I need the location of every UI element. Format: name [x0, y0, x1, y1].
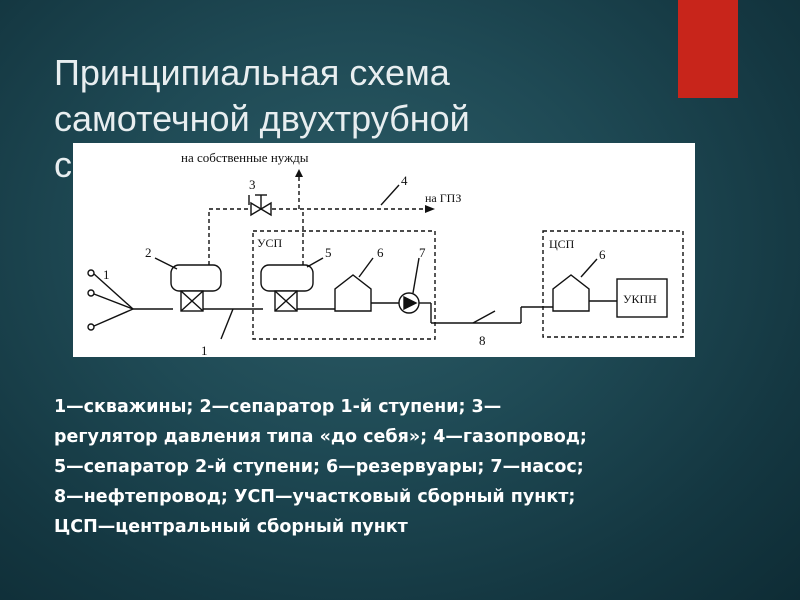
legend-caption: [54, 392, 774, 542]
gpz-arrow: [425, 205, 435, 213]
leader-4: [381, 185, 399, 205]
wells: [88, 270, 133, 330]
title-line-1: Принципиальная схема: [54, 52, 450, 93]
label-ukpn: УКПН: [623, 292, 657, 306]
label-csp: ЦСП: [549, 237, 575, 251]
num-5: 5: [325, 245, 332, 260]
leader-2: [155, 258, 177, 269]
num-2: 2: [145, 245, 152, 260]
leader-6b: [581, 259, 597, 277]
leader-5: [307, 258, 323, 267]
schematic-diagram: [73, 143, 695, 357]
num-7: 7: [419, 245, 426, 260]
num-4: 4: [401, 173, 408, 188]
title-line-3: с: [54, 144, 72, 185]
num-8: 8: [479, 333, 486, 348]
pressure-regulator: [249, 195, 271, 215]
separator-2: [261, 265, 313, 311]
caption-line-1: 1—скважины; 2—сепаратор 1-й ступени; 3—: [54, 397, 502, 417]
caption-line-4: 8—нефтепровод; УСП—участковый сборный пункт;: [54, 487, 576, 507]
title-line-2: самотечной двухтрубной: [54, 98, 470, 139]
num-1: 1: [103, 267, 110, 282]
num-6b: 6: [599, 247, 606, 262]
reservoir-usp: [335, 275, 371, 311]
caption-line-5: ЦСП—центральный сборный пункт: [54, 517, 408, 537]
branch-line: [221, 309, 233, 339]
label-own-needs: на собственные нужды: [181, 150, 309, 165]
label-usp: УСП: [257, 236, 283, 250]
pump: [399, 293, 419, 313]
num-6: 6: [377, 245, 384, 260]
own-needs-arrow: [295, 169, 303, 177]
leader-6a: [359, 258, 373, 277]
separator-1: [171, 265, 221, 311]
num-3: 3: [249, 177, 256, 192]
leader-7: [413, 258, 419, 293]
gas-pipeline: [209, 173, 433, 265]
num-1b: 1: [201, 343, 208, 357]
pipeline-leader-8: [473, 311, 495, 323]
accent-bar: [678, 0, 738, 98]
caption-line-3: 5—сепаратор 2-й ступени; 6—резервуары; 7—насос;: [54, 457, 584, 477]
label-gpz: на ГПЗ: [425, 191, 462, 205]
reservoir-csp: [553, 275, 589, 311]
caption-line-2: регулятор давления типа «до себя»; 4—газопровод;: [54, 427, 587, 447]
